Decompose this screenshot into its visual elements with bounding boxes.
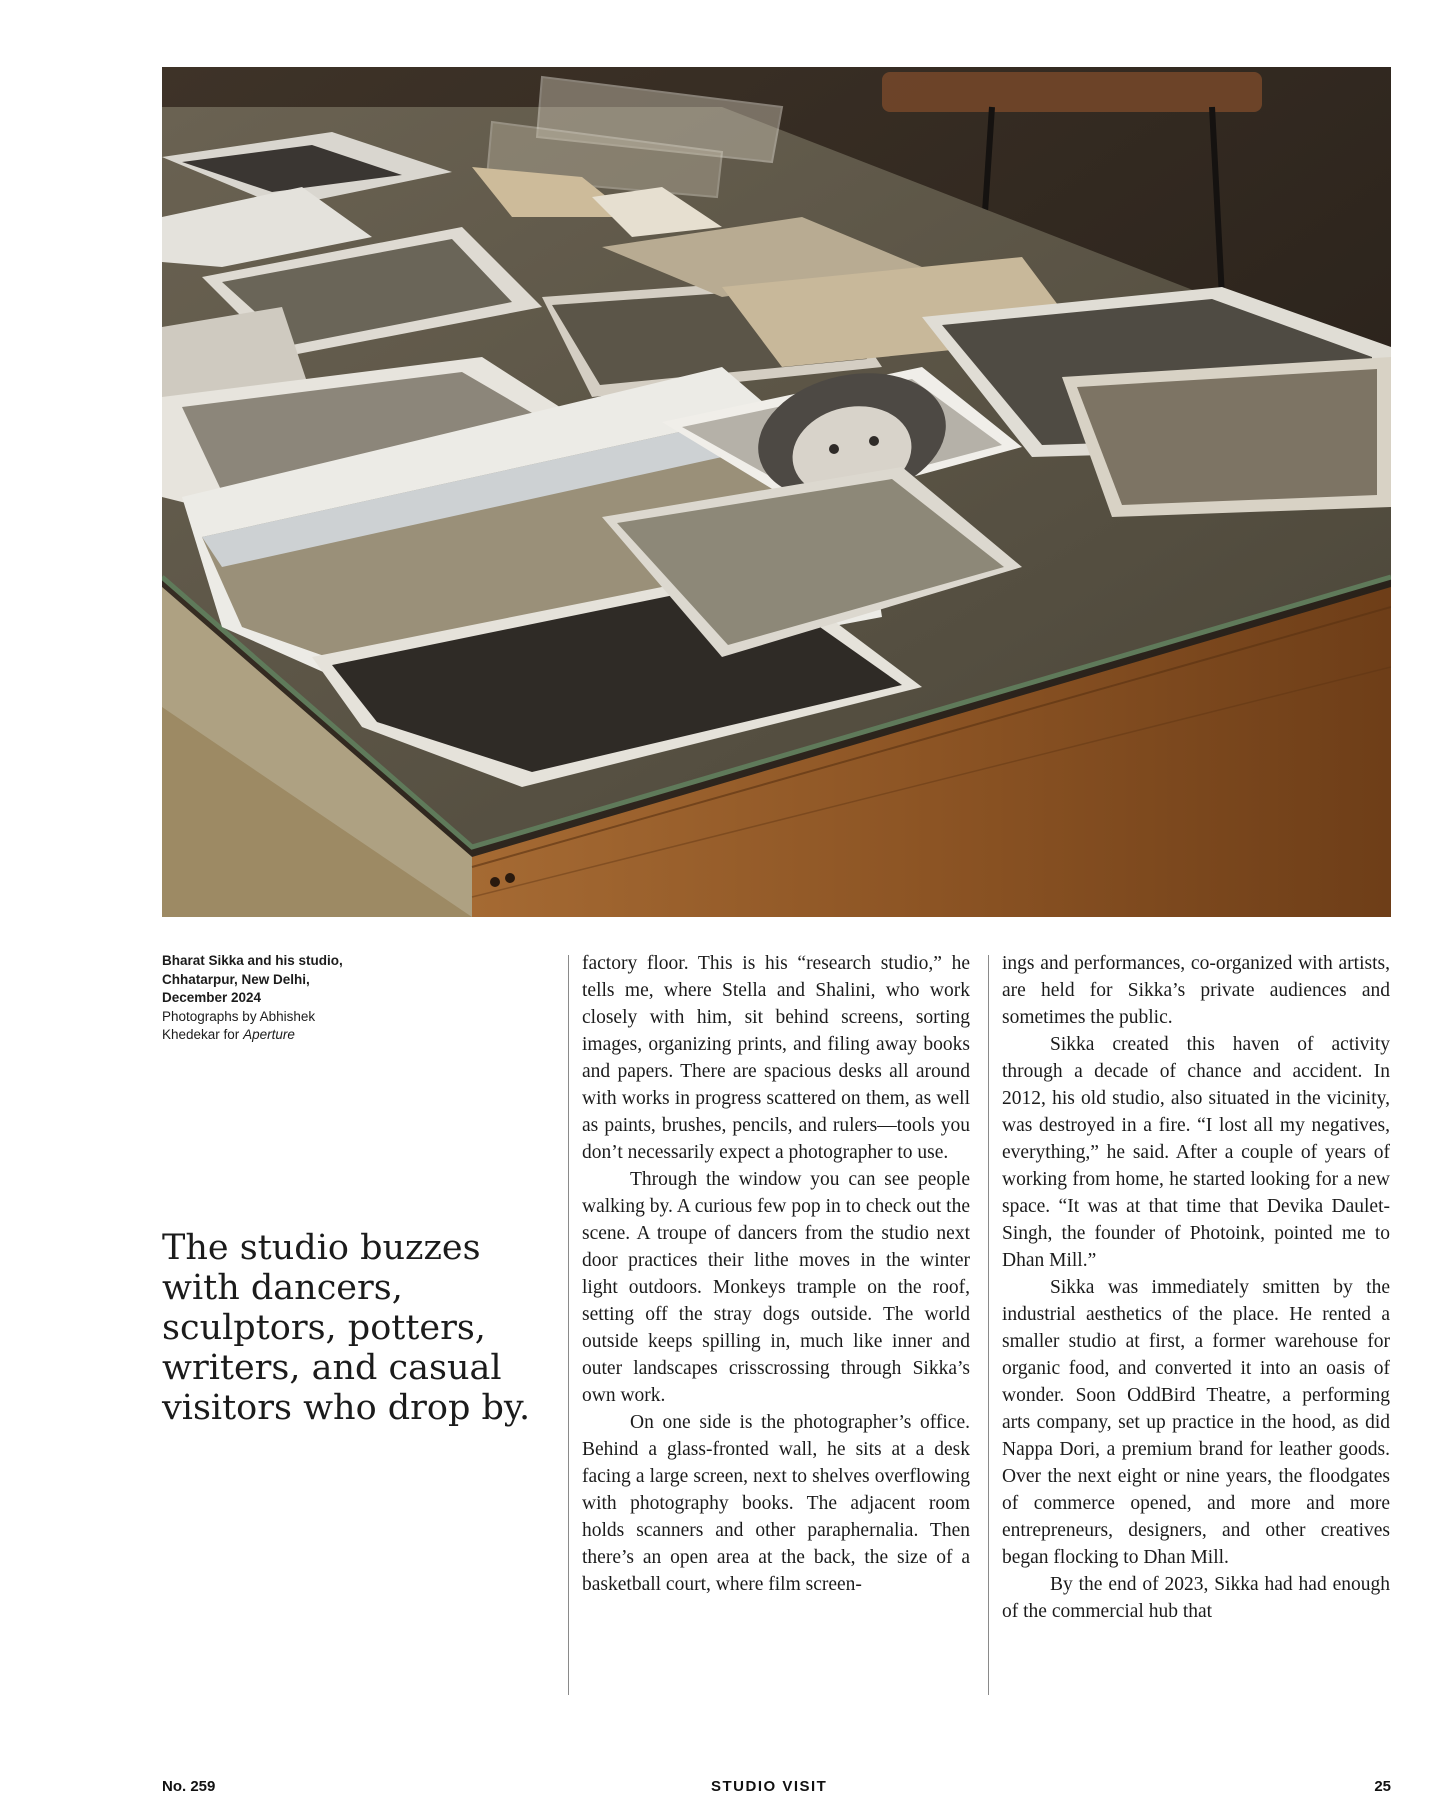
section-title: STUDIO VISIT <box>711 1778 828 1795</box>
photo-table-with-prints <box>162 67 1391 917</box>
caption-title: Bharat Sikka and his studio, Chhatarpur, New Delhi, December 2024 <box>162 953 343 1005</box>
issue-number: No. 259 <box>162 1778 216 1795</box>
photo-caption <box>162 952 362 1045</box>
body-column-right <box>1002 950 1390 1625</box>
page-number: 25 <box>1374 1778 1391 1795</box>
paragraph: Sikka was immediately smitten by the industrial aesthetics of the place. He rented a smaller studio at first, a former warehouse for organic food, and converted it into an oasis of wonder. Soon OddBird Theatre, a performing arts company, set up practice in the hood, as did Nappa Dori, a premium brand for leather goods. Over the next eight or nine years, the floodgates of commerce opened, and more and more entrepreneurs, designers, and other creatives began flocking to Dhan Mill. <box>1002 1277 1390 1568</box>
paragraph: Sikka created this haven of activity through a decade of chance and accident. In 2012, his old studio, also situated in the vicinity, was destroyed in a fire. “I lost all my negatives, everything,” he said. After a couple of years of working from home, he started looking for a new space. “It was at that time that Devika Daulet-Singh, the founder of Photoink, pointed me to Dhan Mill.” <box>1002 1034 1390 1271</box>
body-column-middle <box>582 950 970 1598</box>
paragraph: Through the window you can see people walking by. A curious few pop in to check out the scene. A troupe of dancers from the studio next door practices their lithe moves in the winter light outdoors. Monkeys trample on the roof, setting off the stray dogs outside. The world outside keeps spilling in, much like inner and outer landscapes crisscrossing through Sikka’s own work. <box>582 1169 970 1406</box>
paragraph: On one side is the photographer’s office. Behind a glass-fronted wall, he sits at a desk facing a large screen, next to shelves overflowing with photography books. The adjacent room holds scanners and other paraphernalia. Then there’s an open area at the back, the size of a basketball court, where film screen- <box>582 1412 970 1595</box>
paragraph: By the end of 2023, Sikka had had enough of the commercial hub that <box>1002 1574 1390 1622</box>
pull-quote: The studio buzzes with dancers, sculptors, potters, writers, and casual visitors who drop by. <box>162 1228 531 1428</box>
column-rule-left <box>568 955 569 1695</box>
studio-photograph <box>162 67 1391 917</box>
paragraph: factory floor. This is his “research studio,” he tells me, where Stella and Shalini, who work closely with him, sit behind screens, sorting images, organizing prints, and filing away books and papers. There are spacious desks all around with works in progress scattered on them, as well as paints, brushes, pencils, and rulers—tools you don’t necessarily expect a photographer to use. <box>582 953 970 1163</box>
photo-credit-publication: Aperture <box>243 1027 295 1042</box>
paragraph: ings and performances, co-organized with artists, are held for Sikka’s private audiences and sometimes the public. <box>1002 953 1390 1028</box>
photo-credit-text: Photographs by Abhishek Khedekar for <box>162 1008 316 1042</box>
photo-credit <box>162 1008 362 1045</box>
column-rule-right <box>988 955 989 1695</box>
